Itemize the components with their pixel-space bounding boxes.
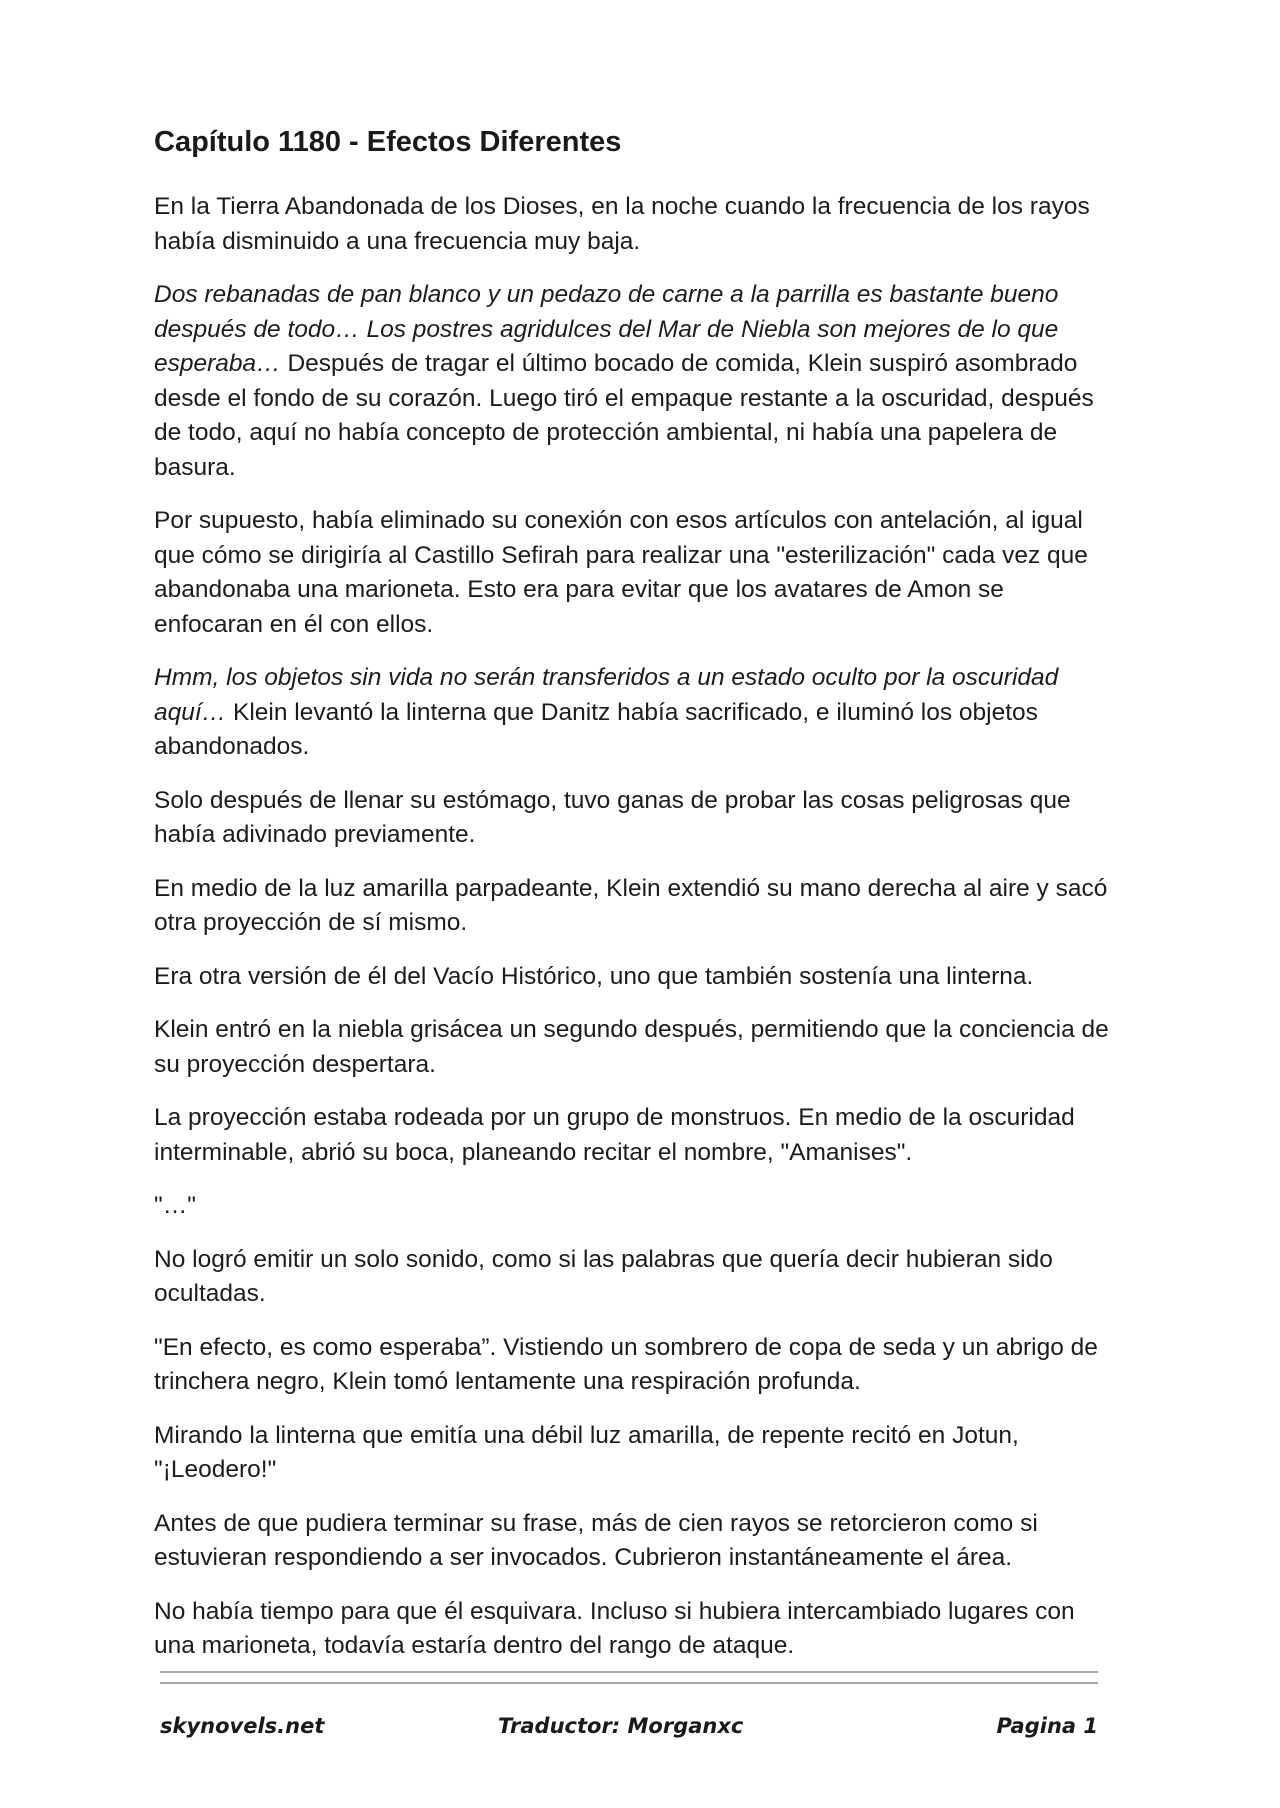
paragraph-11 [154,1243,1114,1312]
paragraph-1 [154,190,1114,259]
paragraph-5 [154,784,1114,853]
footer-divider-top [160,1671,1098,1673]
paragraph-13 [154,1419,1114,1488]
paragraph-text: La proyección estaba rodeada por un grupo de monstruos. En medio de la oscuridad interminable, abrió su boca, planeando recitar el nombre, "Amanises". [154,1104,1075,1166]
document-body [154,124,1114,1683]
page-footer [160,1714,1098,1746]
paragraph-9 [154,1101,1114,1170]
paragraph-7 [154,960,1114,995]
paragraph-14 [154,1507,1114,1576]
paragraph-text: "En efecto, es como esperaba”. Vistiendo un sombrero de copa de seda y un abrigo de trinchera negro, Klein tomó lentamente una respiración profunda. [154,1333,1098,1395]
paragraph-6 [154,872,1114,941]
paragraph-text: No había tiempo para que él esquivara. Incluso si hubiera intercambiado lugares con una marioneta, todavía estaría dentro del rango de ataque. [154,1597,1075,1659]
paragraph-text: Klein levantó la linterna que Danitz había sacrificado, e iluminó los objetos abandonados. [154,698,1038,760]
paragraph-text: Klein entró en la niebla grisácea un segundo después, permitiendo que la conciencia de su proyección despertara. [154,1016,1109,1078]
paragraph-2 [154,278,1114,485]
paragraph-italic-text: Hmm, los objetos sin vida no serán transferidos a un estado oculto por la oscuridad aquí… [154,664,1059,726]
paragraph-text: Era otra versión de él del Vacío Histórico, uno que también sostenía una linterna. [154,962,1034,990]
paragraph-text: No logró emitir un solo sonido, como si las palabras que quería decir hubieran sido ocultadas. [154,1245,1053,1307]
paragraph-text: Antes de que pudiera terminar su frase, más de cien rayos se retorcieron como si estuvieran respondiendo a ser invocados. Cubrieron instantáneamente el área. [154,1509,1038,1571]
paragraph-text: Por supuesto, había eliminado su conexión con esos artículos con antelación, al igual que cómo se dirigiría al Castillo Sefirah para realizar una "esterilización" cada vez que abandonaba una marioneta. Esto era para evitar que los avatares de Amon se enfocaran en él con ellos. [154,507,1088,638]
paragraph-8 [154,1013,1114,1082]
footer-page-number: Pagina 1 [996,1714,1098,1738]
paragraph-12 [154,1331,1114,1400]
footer-translator: Traductor: Morganxc [498,1714,744,1738]
paragraph-text: "…" [154,1192,196,1219]
paragraph-italic-text: Dos rebanadas de pan blanco y un pedazo de carne a la parrilla es bastante bueno después de todo… Los postres agridulces del Mar de Niebla son mejores de lo que esperaba… [154,281,1059,377]
paragraph-text: Después de tragar el último bocado de comida, Klein suspiró asombrado desde el fondo de su corazón. Luego tiró el empaque restante a la oscuridad, después de todo, aquí no había concepto de protección ambiental, ni había una papelera de basura. [154,350,1094,481]
paragraph-text: Mirando la linterna que emitía una débil luz amarilla, de repente recitó en Jotun, "¡Leodero!" [154,1421,1019,1483]
paragraph-text: En la Tierra Abandonada de los Dioses, en la noche cuando la frecuencia de los rayos había disminuido a una frecuencia muy baja. [154,193,1090,255]
paragraph-3 [154,504,1114,642]
footer-divider-bottom [160,1682,1098,1684]
paragraph-text: En medio de la luz amarilla parpadeante, Klein extendió su mano derecha al aire y sacó otra proyección de sí mismo. [154,874,1108,936]
footer-site: skynovels.net [160,1714,325,1738]
paragraph-text: Solo después de llenar su estómago, tuvo ganas de probar las cosas peligrosas que había adivinado previamente. [154,786,1071,848]
paragraph-10 [154,1189,1114,1224]
paragraph-15 [154,1595,1114,1664]
chapter-title: Capítulo 1180 - Efectos Diferentes [154,126,622,158]
paragraph-4 [154,661,1114,765]
